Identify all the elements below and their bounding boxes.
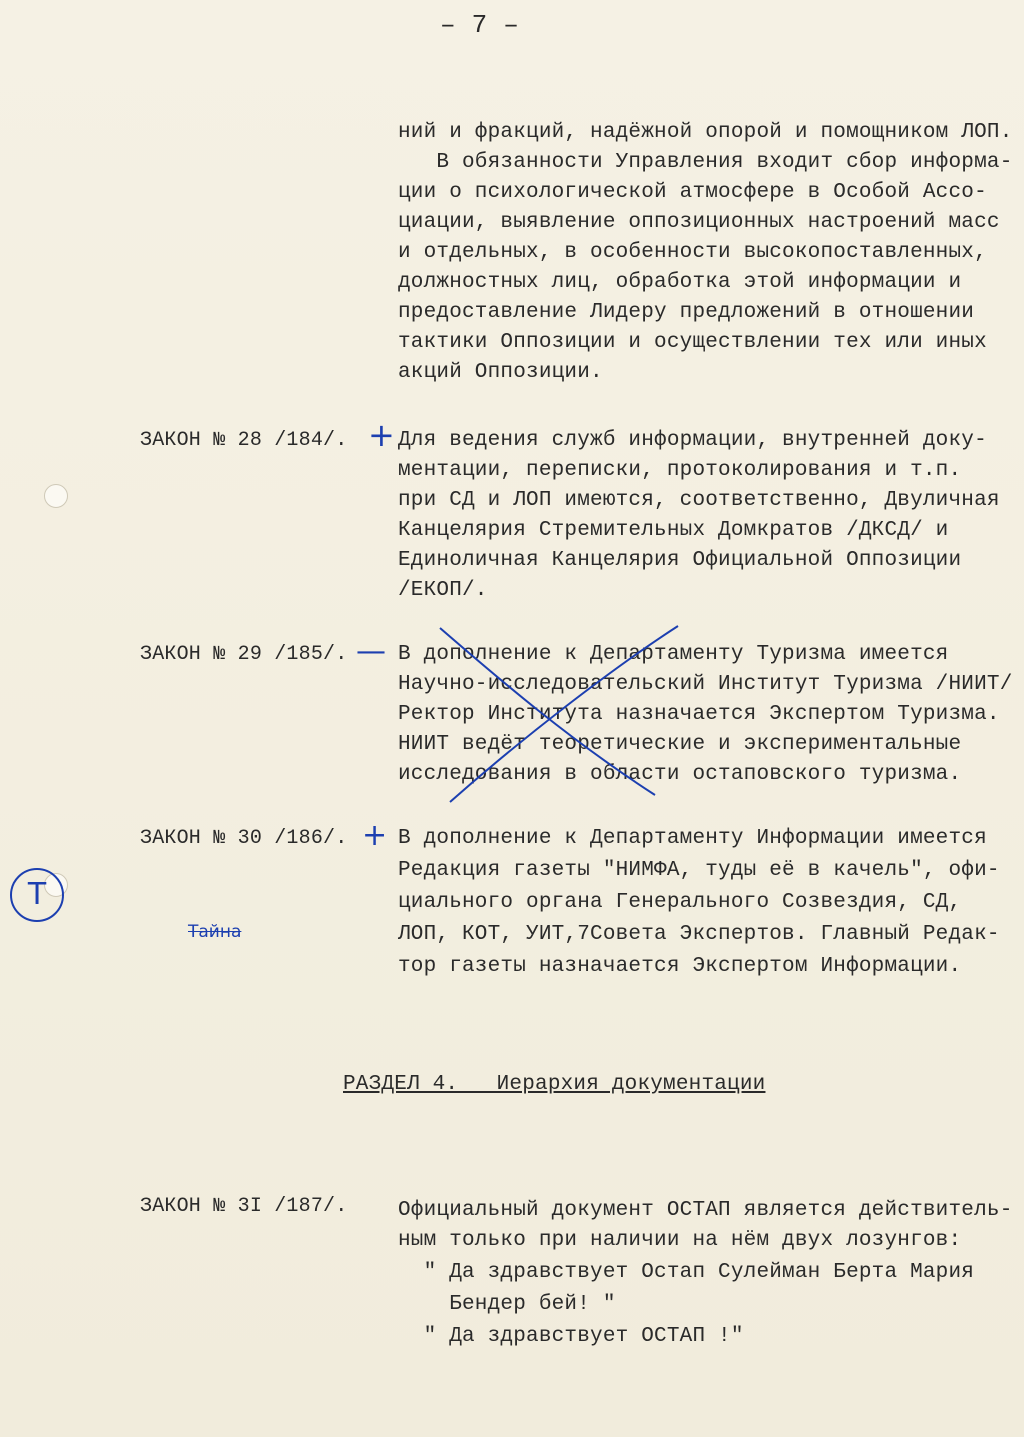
text-line: ний и фракций, надёжной опорой и помощником ЛОП. [398,121,1013,144]
text-line: " Да здравствует ОСТАП !" [398,1325,744,1348]
text-line: должностных лиц, обработка этой информации и [398,271,962,294]
section-heading: РАЗДЕЛ 4. Иерархия документации [343,1073,766,1096]
text-line: тактики Оппозиции и осуществлении тех или иных [398,331,987,354]
text-line: циации, выявление оппозиционных настроений масс [398,211,1000,234]
text-line: Для ведения служб информации, внутренней доку- [398,429,987,452]
text-line: Бендер бей! " [398,1293,616,1316]
text-line: Канцелярия Стремительных Домкратов /ДКСД/ и [398,519,949,542]
text-line: Научно-исследовательский Институт Туризма /НИИТ/ [398,673,1013,696]
cross-out-mark-icon [420,620,690,810]
law-label: ЗАКОН № 30 /186/. [140,827,348,850]
text-line: Единоличная Канцелярия Официальной Оппозиции [398,549,962,572]
minus-mark-icon: — [356,634,386,669]
law-label: ЗАКОН № 28 /184/. [140,429,348,452]
text-line: НИИТ ведёт теоретические и экспериментальные [398,733,962,756]
text-line: при СД и ЛОП имеются, соответственно, Двуличная [398,489,1000,512]
circled-t-annotation: Т [10,868,64,922]
text-line: тор газеты назначается Экспертом Информации. [398,955,962,978]
punch-hole-top [44,484,68,508]
text-line: /ЕКОП/. [398,579,488,602]
text-line: ции о психологической атмосфере в Особой Ассо- [398,181,987,204]
text-line: " Да здравствует Остап Сулейман Берта Мария [398,1261,975,1284]
text-line: акций Оппозиции. [398,361,603,384]
text-line: ментации, переписки, протоколирования и т.п. [398,459,962,482]
text-line: Редакция газеты "НИМФА, туды её в качель", офи- [398,859,1000,882]
plus-mark-icon: + [368,416,395,454]
text-line: Ректор Института назначается Экспертом Туризма. [398,703,1000,726]
text-line: исследования в области остаповского туризма. [398,763,962,786]
text-line: предоставление Лидеру предложений в отношении [398,301,975,324]
plus-mark-icon: + [362,818,388,853]
text-line: и отдельных, в особенности высокопоставленных, [398,241,987,264]
law-label: ЗАКОН № 3I /187/. [140,1195,348,1218]
page-number: – 7 – [440,10,520,40]
text-line: Официальный документ ОСТАП является действитель- [398,1199,1013,1222]
text-line: ным только при наличии на нём двух лозунгов: [398,1229,962,1252]
struck-note: Тайна [188,922,242,942]
text-line: В дополнение к Департаменту Туризма имеется [398,643,949,666]
text-line: В обязанности Управления входит сбор информа- [398,151,1013,174]
law-label: ЗАКОН № 29 /185/. [140,643,348,666]
text-line: ЛОП, КОТ, УИТ,7Совета Экспертов. Главный Редак- [398,923,1000,946]
text-line: циального органа Генерального Созвездия, СД, [398,891,962,914]
text-line: В дополнение к Департаменту Информации имеется [398,827,987,850]
